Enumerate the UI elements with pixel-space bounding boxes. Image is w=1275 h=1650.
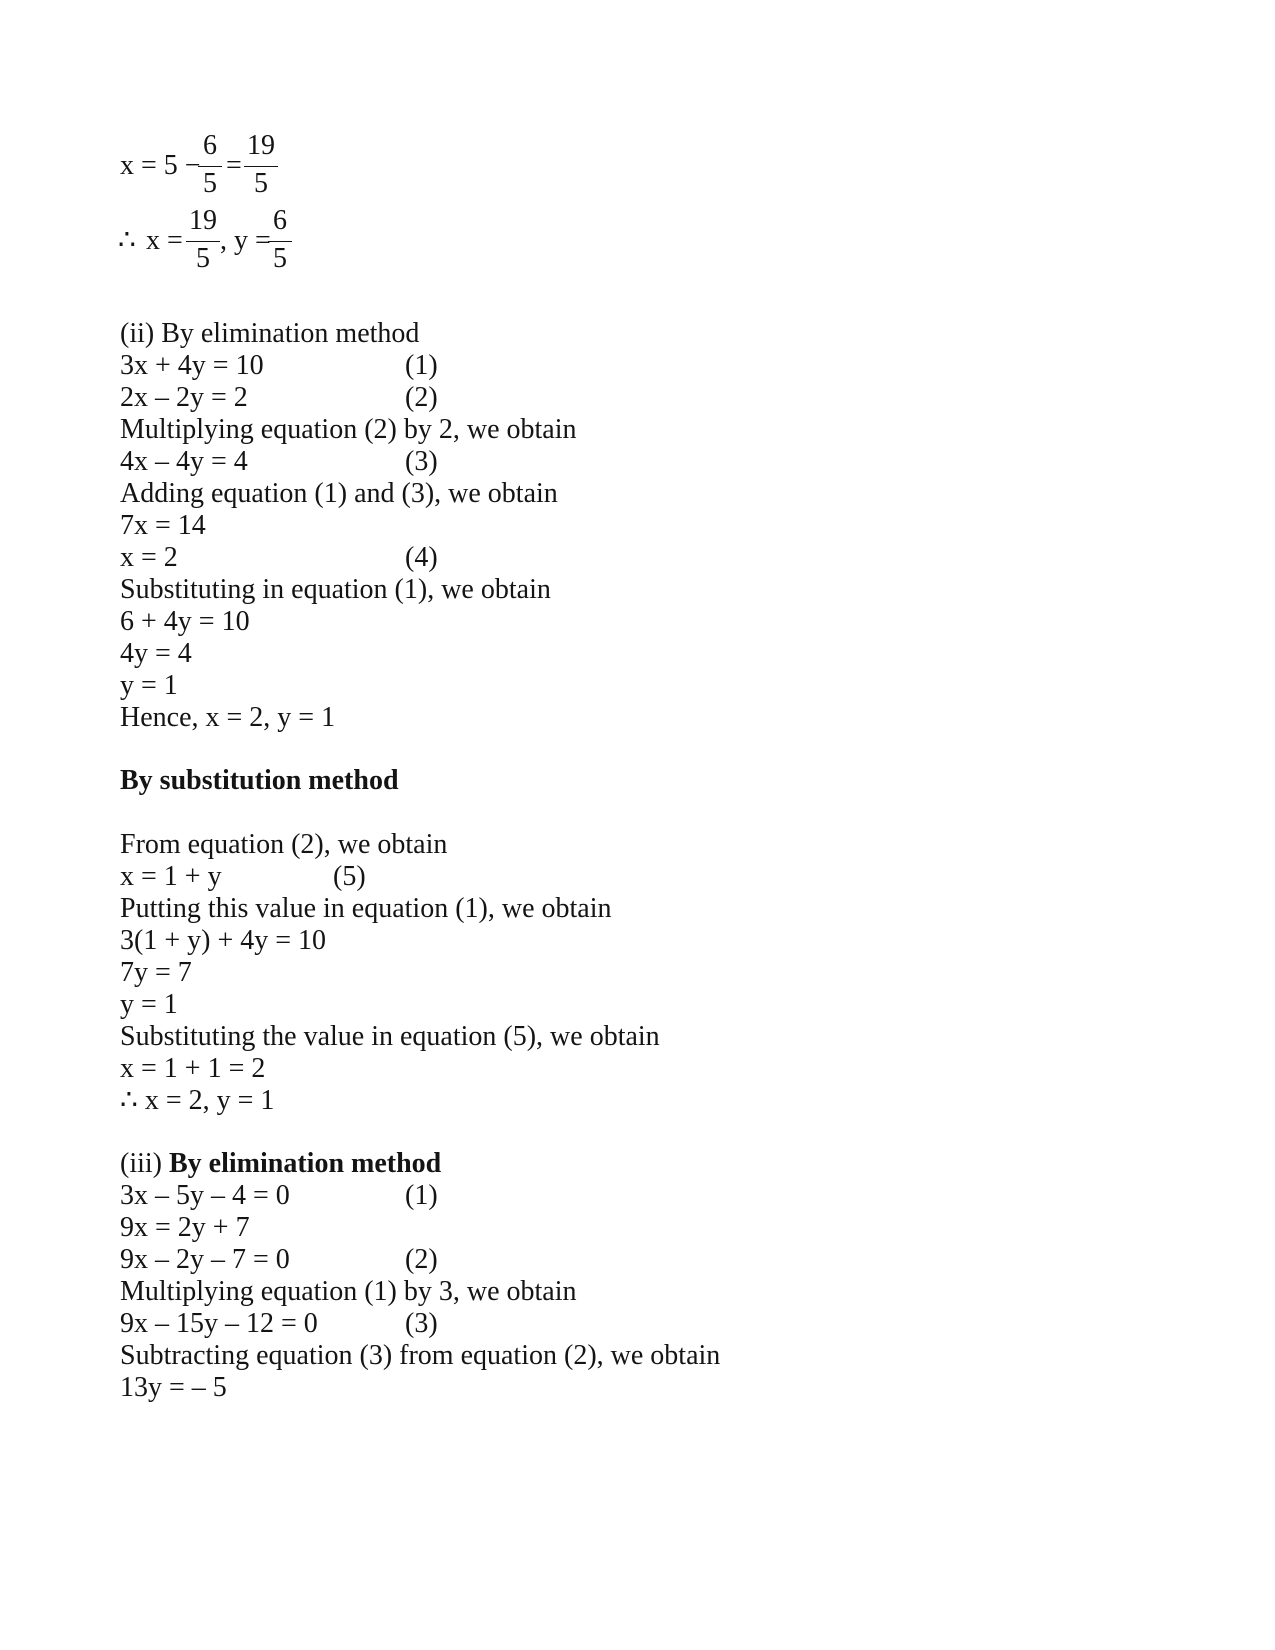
equation-text: 4y = 4 [120, 638, 192, 669]
text-line [120, 702, 335, 734]
section-iii-heading [120, 1148, 441, 1180]
fraction-equation-result [120, 203, 340, 283]
equation-text: 13y = – 5 [120, 1372, 227, 1403]
equation-number: (3) [405, 1308, 438, 1339]
equation-text: Multiplying equation (2) by 2, we obtain [120, 414, 577, 445]
equation-line [120, 1212, 250, 1244]
equation-line [120, 861, 366, 893]
equation-line [120, 989, 178, 1021]
equation-line [120, 510, 206, 542]
equation-text: 6 + 4y = 10 [120, 606, 250, 637]
fraction-numerator: 19 [247, 130, 275, 161]
equation-line [120, 350, 438, 382]
text-line [120, 414, 577, 446]
fraction-nineteen-fifths [186, 203, 220, 283]
equation-text: x = 1 + 1 = 2 [120, 1053, 266, 1084]
text-line [120, 478, 558, 510]
equation-number: (1) [405, 350, 438, 381]
fraction-denominator: 5 [254, 168, 268, 199]
equation-line [120, 1180, 438, 1212]
text-line [120, 893, 611, 925]
equation-number: (5) [333, 861, 366, 892]
equation-number: (2) [405, 382, 438, 413]
text-line [120, 1276, 577, 1308]
text-line [120, 1021, 660, 1053]
equation-text: Multiplying equation (1) by 3, we obtain [120, 1276, 577, 1307]
equation-text: y = 1 [120, 989, 178, 1020]
fraction-numerator: 6 [203, 130, 217, 161]
equation-number: (4) [405, 542, 438, 573]
equation-text: Subtracting equation (3) from equation (2), we obtain [120, 1340, 721, 1371]
equation-text: 7y = 7 [120, 957, 192, 988]
equation-text: 2x – 2y = 2 [120, 382, 248, 413]
equation-text: y = 1 [120, 670, 178, 701]
fraction-bar [186, 241, 220, 242]
equation-text: Hence, x = 2, y = 1 [120, 702, 336, 733]
fraction-denominator: 5 [196, 243, 210, 274]
fraction-numerator: 6 [273, 205, 287, 236]
equation-number: (1) [405, 1180, 438, 1211]
fraction-denominator: 5 [273, 243, 287, 274]
equation-text: 9x = 2y + 7 [120, 1212, 250, 1243]
equation-text: 3x + 4y = 10 [120, 350, 264, 381]
equation-line [120, 638, 192, 670]
section-ii-heading: (ii) By elimination method [120, 318, 420, 349]
equation-line [120, 1308, 438, 1340]
equation-text: x = 2 [120, 542, 178, 573]
section-title: By elimination method [169, 1148, 442, 1179]
equation-line [120, 446, 438, 478]
text-line [120, 1085, 274, 1117]
section-number: (iii) [120, 1148, 162, 1179]
fraction-bar [244, 166, 278, 167]
equation-line [120, 606, 250, 638]
equation-text: 9x – 15y – 12 = 0 [120, 1308, 318, 1339]
equation-number: (3) [405, 446, 438, 477]
equation-line [120, 1244, 438, 1276]
equation-text: 9x – 2y – 7 = 0 [120, 1244, 290, 1275]
equation-line [120, 957, 192, 989]
text-line [120, 574, 551, 606]
equation-line [120, 670, 178, 702]
therefore-symbol: ∴ [118, 225, 136, 256]
fraction-bar [268, 241, 292, 242]
fraction-six-fifths [198, 128, 222, 208]
equation-text: From equation (2), we obtain [120, 829, 448, 860]
equation-text: x = 1 + y [120, 861, 222, 892]
equation-line [120, 1372, 227, 1404]
substitution-heading: By substitution method [120, 765, 399, 796]
equals-sign: = [226, 150, 242, 181]
fraction-numerator: 19 [189, 205, 217, 236]
equation-text: 7x = 14 [120, 510, 206, 541]
fraction-six-fifths [268, 203, 292, 283]
equation-text: Putting this value in equation (1), we obtain [120, 893, 612, 924]
equation-line [120, 542, 438, 574]
equation-text: 3x – 5y – 4 = 0 [120, 1180, 290, 1211]
equation-text: 4x – 4y = 4 [120, 446, 248, 477]
equation-text: 3(1 + y) + 4y = 10 [120, 925, 327, 956]
x-equals: x = [146, 225, 183, 256]
equation-text: Substituting the value in equation (5), we obtain [120, 1021, 660, 1052]
equation-line [120, 1053, 265, 1085]
equation-line [120, 925, 326, 957]
equation-lhs: x = 5 − [120, 150, 201, 181]
text-line [120, 1340, 720, 1372]
y-equals: , y = [220, 225, 271, 256]
equation-number: (2) [405, 1244, 438, 1275]
equation-line [120, 382, 438, 414]
fraction-denominator: 5 [203, 168, 217, 199]
fraction-nineteen-fifths [244, 128, 278, 208]
fraction-bar [198, 166, 222, 167]
equation-text: Substituting in equation (1), we obtain [120, 574, 551, 605]
fraction-equation-x [120, 128, 320, 208]
text-line [120, 829, 447, 861]
equation-text: ∴ x = 2, y = 1 [120, 1085, 275, 1116]
equation-text: Adding equation (1) and (3), we obtain [120, 478, 558, 509]
